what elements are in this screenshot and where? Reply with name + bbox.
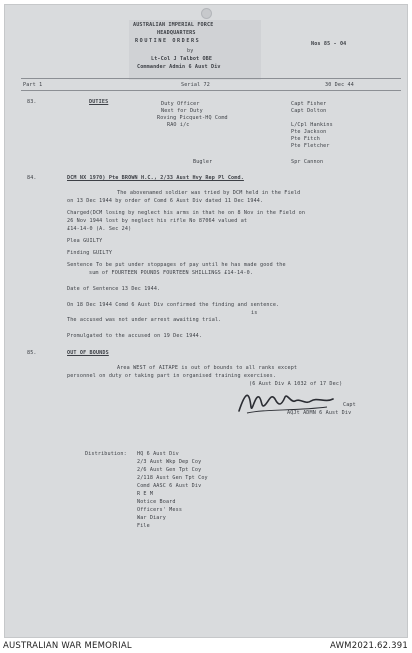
dcm-date-of-sentence: Date of Sentence 13 Dec 1944. bbox=[67, 286, 161, 292]
dcm-body-line: on 13 Dec 1944 by order of Comd 6 Aust Div dated 11 Dec 1944. bbox=[67, 198, 264, 204]
duty-role: RAO i/c bbox=[167, 122, 190, 128]
header-line-5: Lt-Col J Talbot OBE bbox=[151, 56, 213, 62]
part-label: Part 1 bbox=[23, 82, 43, 88]
duty-name: Pte Jackson bbox=[291, 129, 327, 135]
oob-heading: OUT OF BOUNDS bbox=[67, 350, 109, 356]
bugler-label: Bugler bbox=[193, 159, 213, 165]
distribution-item: 2/3 Aust Wkp Dep Coy bbox=[137, 459, 202, 465]
dcm-finding: Finding GUILTY bbox=[67, 250, 113, 256]
dcm-body-line: £14-14-0 (A. Sec 24) bbox=[67, 226, 132, 232]
order-number: Nos 85 - 04 bbox=[311, 41, 347, 47]
signature-rank: Capt bbox=[343, 402, 356, 408]
document-page bbox=[4, 4, 408, 638]
dcm-sentence-line: sum of FOURTEEN POUNDS FOURTEEN SHILLINGS £14-14-0. bbox=[89, 270, 254, 276]
header-line-6: Commander Admin 6 Aust Div bbox=[137, 64, 221, 70]
footer-accession-number: AWM2021.62.391 bbox=[330, 641, 408, 651]
distribution-item: 2/6 Aust Gen Tpt Coy bbox=[137, 467, 202, 473]
dcm-heading: DCM NX 1970) Pte BROWN H.C., 2/33 Aust Hvy Rep Pl Comd. bbox=[67, 175, 244, 181]
distribution-item: Notice Board bbox=[137, 499, 176, 505]
dcm-sentence-line: Sentence To be put under stoppages of pay until he has made good the bbox=[67, 262, 286, 268]
dcm-confirmed: On 18 Dec 1944 Comd 6 Aust Div confirmed the finding and sentence. bbox=[67, 302, 280, 308]
oob-body-line: personnel on duty or taking part in organised training exercises. bbox=[67, 373, 277, 379]
distribution-item: HQ 6 Aust Div bbox=[137, 451, 179, 457]
oob-body-line: Area WEST of AITAPE is out of bounds to all ranks except bbox=[117, 365, 298, 371]
distribution-item: Comd AASC 6 Aust Div bbox=[137, 483, 202, 489]
dcm-body-line: 26 Nov 1944 lost by neglect his rifle No 87064 valued at bbox=[67, 218, 248, 224]
duty-role: Roving Picquet-HQ Comd bbox=[157, 115, 228, 121]
header-line-1: AUSTRALIAN IMPERIAL FORCE bbox=[133, 22, 214, 28]
dcm-is: is bbox=[251, 310, 258, 316]
duty-name: Capt Dolton bbox=[291, 108, 327, 114]
duty-name: Pte Fletcher bbox=[291, 143, 330, 149]
duty-role: Next for Duty bbox=[161, 108, 203, 114]
header-stamp bbox=[129, 20, 261, 80]
header-line-2: HEADQUARTERS bbox=[157, 30, 196, 36]
dcm-plea: Plea GUILTY bbox=[67, 238, 103, 244]
distribution-item: R E M bbox=[137, 491, 154, 497]
punch-hole bbox=[201, 8, 212, 19]
rule bbox=[21, 78, 401, 79]
header-line-4: by bbox=[187, 48, 194, 54]
duty-name: Capt Fisher bbox=[291, 101, 327, 107]
duty-role: Duty Officer bbox=[161, 101, 200, 107]
signature-title: AQJt ADMN 6 Aust Div bbox=[287, 410, 352, 416]
distribution-item: War Diary bbox=[137, 515, 166, 521]
distribution-label: Distribution: bbox=[85, 451, 127, 457]
bugler-name: Spr Cannon bbox=[291, 159, 324, 165]
dcm-accused: The accused was not under arrest awaiting trial. bbox=[67, 317, 222, 323]
serial-label: Serial 72 bbox=[181, 82, 210, 88]
distribution-item: Officers' Mess bbox=[137, 507, 183, 513]
distribution-item: 2/118 Aust Gen Tpt Coy bbox=[137, 475, 208, 481]
order-date: 30 Dec 44 bbox=[325, 82, 354, 88]
oob-body-line: (6 Aust Div A 1032 of 17 Dec) bbox=[249, 381, 343, 387]
dcm-promulgated: Promulgated to the accused on 19 Dec 1944. bbox=[67, 333, 203, 339]
dcm-body-line: Charged(DCM losing by neglect his arms in that he on 8 Nov in the Field on bbox=[67, 210, 306, 216]
duty-name: L/Cpl Hankins bbox=[291, 122, 333, 128]
duty-name: Pte Fitch bbox=[291, 136, 320, 142]
distribution-item: File bbox=[137, 523, 150, 529]
duties-heading: DUTIES bbox=[89, 99, 109, 105]
header-line-3: ROUTINE ORDERS bbox=[135, 38, 201, 44]
footer-institution: AUSTRALIAN WAR MEMORIAL bbox=[3, 641, 132, 651]
rule bbox=[21, 90, 401, 91]
item-number: 83. bbox=[27, 99, 37, 105]
dcm-body-line: The abovenamed soldier was tried by DCM held in the Field bbox=[117, 190, 301, 196]
item-number: 84. bbox=[27, 175, 37, 181]
item-number: 85. bbox=[27, 350, 37, 356]
